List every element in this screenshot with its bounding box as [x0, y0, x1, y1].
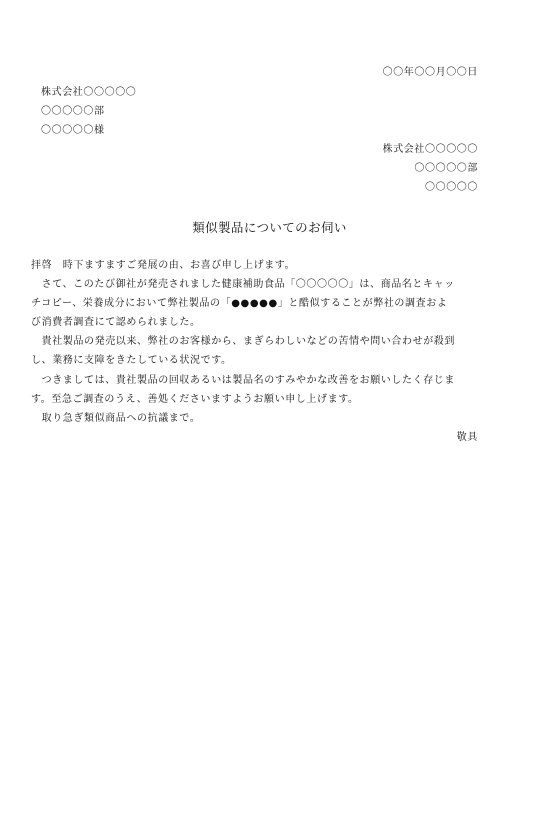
paragraph2-line1: 貴社製品の発売以来、弊社のお客様から、まぎらわしいなどの苦情や問い合わせが殺到 — [31, 336, 455, 347]
sender-person: 〇〇〇〇〇 — [425, 182, 478, 193]
sender-department: 〇〇〇〇〇部 — [414, 163, 478, 174]
paragraph3-line2: す。至急ご調査のうえ、善処くださいますようお願い申し上げます。 — [31, 394, 359, 405]
paragraph1-line3: び消費者調査にて認められました。 — [31, 317, 201, 328]
paragraph1-line2: チコピー、栄養成分において弊社製品の「●●●●●」と酷似することが弊社の調査およ — [31, 298, 448, 309]
recipient-department: 〇〇〇〇〇部 — [41, 106, 105, 117]
recipient-company: 株式会社〇〇〇〇〇 — [41, 87, 137, 98]
paragraph4-line: 取り急ぎ類似商品への抗議まで。 — [31, 413, 201, 424]
closing-word: 敬具 — [456, 432, 478, 443]
letter-title: 類似製品についてのお伺い — [192, 220, 347, 235]
recipient-person: 〇〇〇〇〇様 — [41, 125, 105, 136]
paragraph3-line1: つきましては、貴社製品の回収あるいは製品名のすみやかな改善をお願いしたく存じま — [31, 375, 455, 386]
sender-company: 株式会社〇〇〇〇〇 — [382, 144, 478, 155]
paragraph2-line2: し、業務に支障をきたしている状況です。 — [31, 355, 232, 366]
paragraph1-line1: さて、このたび御社が発売されました健康補助食品「〇〇〇〇〇」は、商品名とキャッ — [31, 279, 455, 290]
opening-line: 拝啓 時下ますますご発展の由、お喜び申し上げます。 — [31, 260, 296, 271]
letter-date: 〇〇年〇〇月〇〇日 — [382, 67, 478, 78]
